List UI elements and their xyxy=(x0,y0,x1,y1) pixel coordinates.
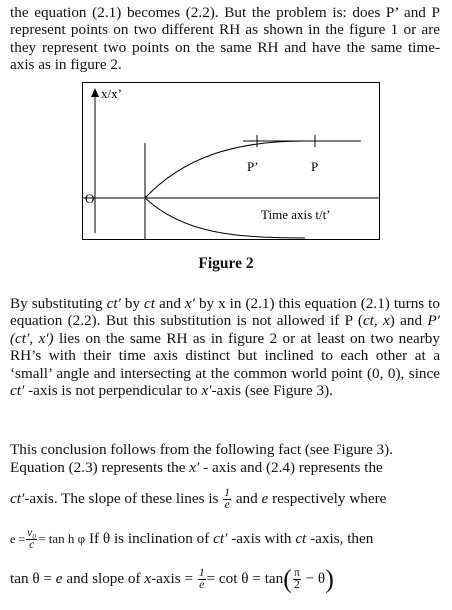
text-run: -axis. The slope of these lines is xyxy=(24,489,223,507)
fraction-pi-over-2 xyxy=(293,568,301,591)
math-x-prime: x′ xyxy=(184,295,195,312)
e-definition-line xyxy=(10,528,373,551)
math-p-prime-coords: P′(ct′, x′) xyxy=(10,312,440,347)
hyperbola-curve xyxy=(145,141,305,238)
text-run: - axis and (2.4) represents the xyxy=(199,459,383,476)
text-run: − θ xyxy=(301,569,326,587)
figure-2 xyxy=(82,82,380,240)
fraction-one-over-e xyxy=(198,568,206,591)
text-run: tan θ = xyxy=(10,569,56,587)
y-axis-arrow xyxy=(91,88,99,97)
text-run: ) and xyxy=(389,312,428,330)
text-run: and xyxy=(232,489,262,507)
fraction-denominator: e xyxy=(199,579,205,591)
math-ct-prime: ct′ xyxy=(10,382,25,400)
math-e-eq: e = xyxy=(10,531,26,546)
right-paren: ) xyxy=(325,564,334,594)
text-run: by xyxy=(120,295,145,312)
tan-theta-line xyxy=(10,564,334,594)
p-label: P xyxy=(311,159,319,174)
text-run: -axis = xyxy=(151,569,197,587)
origin-label: O xyxy=(85,191,95,206)
slope-line xyxy=(10,488,386,511)
text-run: -axis (see Figure 3). xyxy=(211,382,333,400)
figure-caption: Figure 2 xyxy=(198,255,254,272)
text-run: If θ is inclination of xyxy=(85,529,214,547)
time-axis-label: Time axis t/t’ xyxy=(261,207,331,222)
fraction-numerator: 1 xyxy=(198,567,205,579)
text-run: -axis with xyxy=(227,529,296,547)
math-ct-prime: ct′ xyxy=(10,489,25,507)
math-x-prime: x′ xyxy=(201,382,212,400)
left-paren: ( xyxy=(283,564,292,594)
math-e: e xyxy=(261,489,269,507)
y-axis-label: x/x’ xyxy=(101,86,122,101)
text-run: and slope of xyxy=(62,569,145,587)
math-ct: ct xyxy=(295,529,307,547)
fraction-denominator: e xyxy=(224,499,230,511)
fraction-denominator: c xyxy=(29,539,35,551)
substitution-paragraph xyxy=(10,295,440,399)
text-run: by x in (2.1) this equation (2.1) turns to equation (2.2). But this substitution is not allowed if P ( xyxy=(10,295,440,330)
fraction-denominator: 2 xyxy=(293,579,300,591)
top-paragraph: the equation (2.1) becomes (2.2). But the problem is: does P’ and P represent points on two different RH as shown in the figure 1 or are they represent two points on the same RH and have the same time-axis as in figure 2. xyxy=(10,4,440,74)
math-e: e xyxy=(55,569,63,587)
math-x: x xyxy=(144,569,152,587)
text-run: respectively where xyxy=(268,489,387,507)
text-run: -axis, then xyxy=(306,529,374,547)
math-tanh: = tan h φ xyxy=(38,530,86,546)
math-ct: ct xyxy=(144,295,155,312)
text-run: = cot θ = tan xyxy=(206,569,284,587)
conclusion-line-2 xyxy=(10,459,383,477)
text-run: Equation (2.3) represents the xyxy=(10,459,190,476)
p-prime-label: P’ xyxy=(247,159,259,174)
fraction-one-over-e xyxy=(223,488,231,511)
conclusion-line-1: This conclusion follows from the following fact (see Figure 3). xyxy=(10,441,393,458)
fraction-numerator: π xyxy=(293,567,300,579)
text-run: lies on the same RH as in figure 2 or at least on two nearby RH’s with their time axis distinct but inclined to each other at a ‘small’ angle and intersecting at the common world point (0, 0), since xyxy=(10,329,440,382)
fraction-numerator: v₀ xyxy=(27,527,37,539)
fraction-v0-over-c xyxy=(26,528,37,551)
text-run: and xyxy=(155,295,185,312)
fraction-numerator: 1 xyxy=(224,487,231,499)
text-run: By substituting xyxy=(10,295,107,312)
math-ct-prime: ct′ xyxy=(106,295,121,312)
text-run: -axis is not perpendicular to xyxy=(24,382,202,400)
math-ct-prime: ct′ xyxy=(213,529,228,547)
figure-diagram xyxy=(83,83,379,239)
math-x-prime: x′ xyxy=(189,459,200,476)
math-ct-x: ct, x xyxy=(362,312,390,330)
